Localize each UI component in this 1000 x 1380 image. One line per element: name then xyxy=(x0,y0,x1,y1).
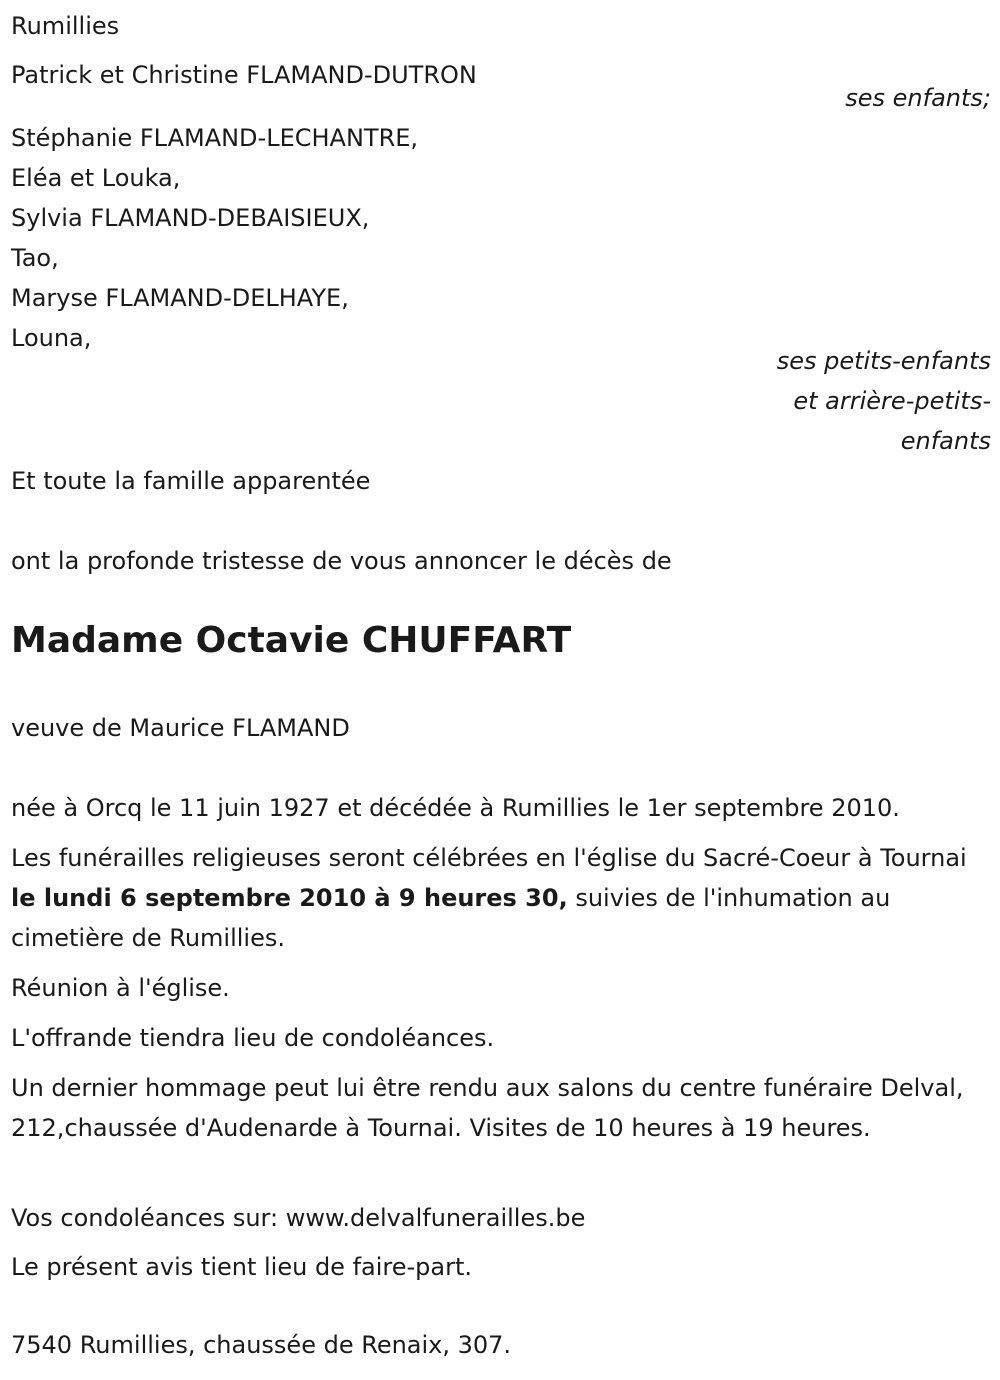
grandchildren-role-line: enfants xyxy=(900,427,991,455)
notice-statement: Le présent avis tient lieu de faire-part. xyxy=(11,1253,473,1281)
grandchild-name: Eléa et Louka, xyxy=(11,164,181,192)
funeral-details xyxy=(11,838,986,958)
grandchildren-role-line: et arrière-petits- xyxy=(793,387,991,415)
children-role: ses enfants; xyxy=(845,84,991,112)
grandchildren-list xyxy=(11,118,418,358)
grandchild-name: Louna, xyxy=(11,324,92,352)
grandchild-name: Tao, xyxy=(11,244,59,272)
condolences-website: Vos condoléances sur: www.delvalfunerailles.be xyxy=(11,1204,586,1232)
children-names: Patrick et Christine FLAMAND-DUTRON xyxy=(11,61,477,89)
grandchildren-role-line: ses petits-enfants xyxy=(776,347,991,375)
deceased-name: Madame Octavie CHUFFART xyxy=(11,620,572,661)
grandchild-name: Sylvia FLAMAND-DEBAISIEUX, xyxy=(11,204,370,232)
funeral-text-pre: Les funérailles religieuses seront célébrées en l'église du Sacré-Coeur à Tournai xyxy=(11,844,967,872)
grandchild-name: Maryse FLAMAND-DELHAYE, xyxy=(11,284,349,312)
offering-note: L'offrande tiendra lieu de condoléances. xyxy=(11,1024,495,1052)
extended-family: Et toute la famille apparentée xyxy=(11,467,371,495)
location-header: Rumillies xyxy=(11,12,120,40)
address: 7540 Rumillies, chaussée de Renaix, 307. xyxy=(11,1331,512,1359)
funeral-text-post: suivies de l'inhumation au cimetière de Rumillies. xyxy=(11,884,891,952)
funeral-date: le lundi 6 septembre 2010 à 9 heures 30, xyxy=(11,884,568,912)
announcement: ont la profonde tristesse de vous annoncer le décès de xyxy=(11,547,672,575)
grandchildren-role xyxy=(591,341,991,461)
birth-death: née à Orcq le 11 juin 1927 et décédée à Rumillies le 1er septembre 2010. xyxy=(11,794,900,822)
tribute-info: Un dernier hommage peut lui être rendu aux salons du centre funéraire Delval, 212,chaussée d'Audenarde à Tournai. Visites de 10 heures à 19 heures. xyxy=(11,1074,964,1142)
widow-of: veuve de Maurice FLAMAND xyxy=(11,714,350,742)
meeting-place: Réunion à l'église. xyxy=(11,974,230,1002)
grandchild-name: Stéphanie FLAMAND-LECHANTRE, xyxy=(11,124,419,152)
